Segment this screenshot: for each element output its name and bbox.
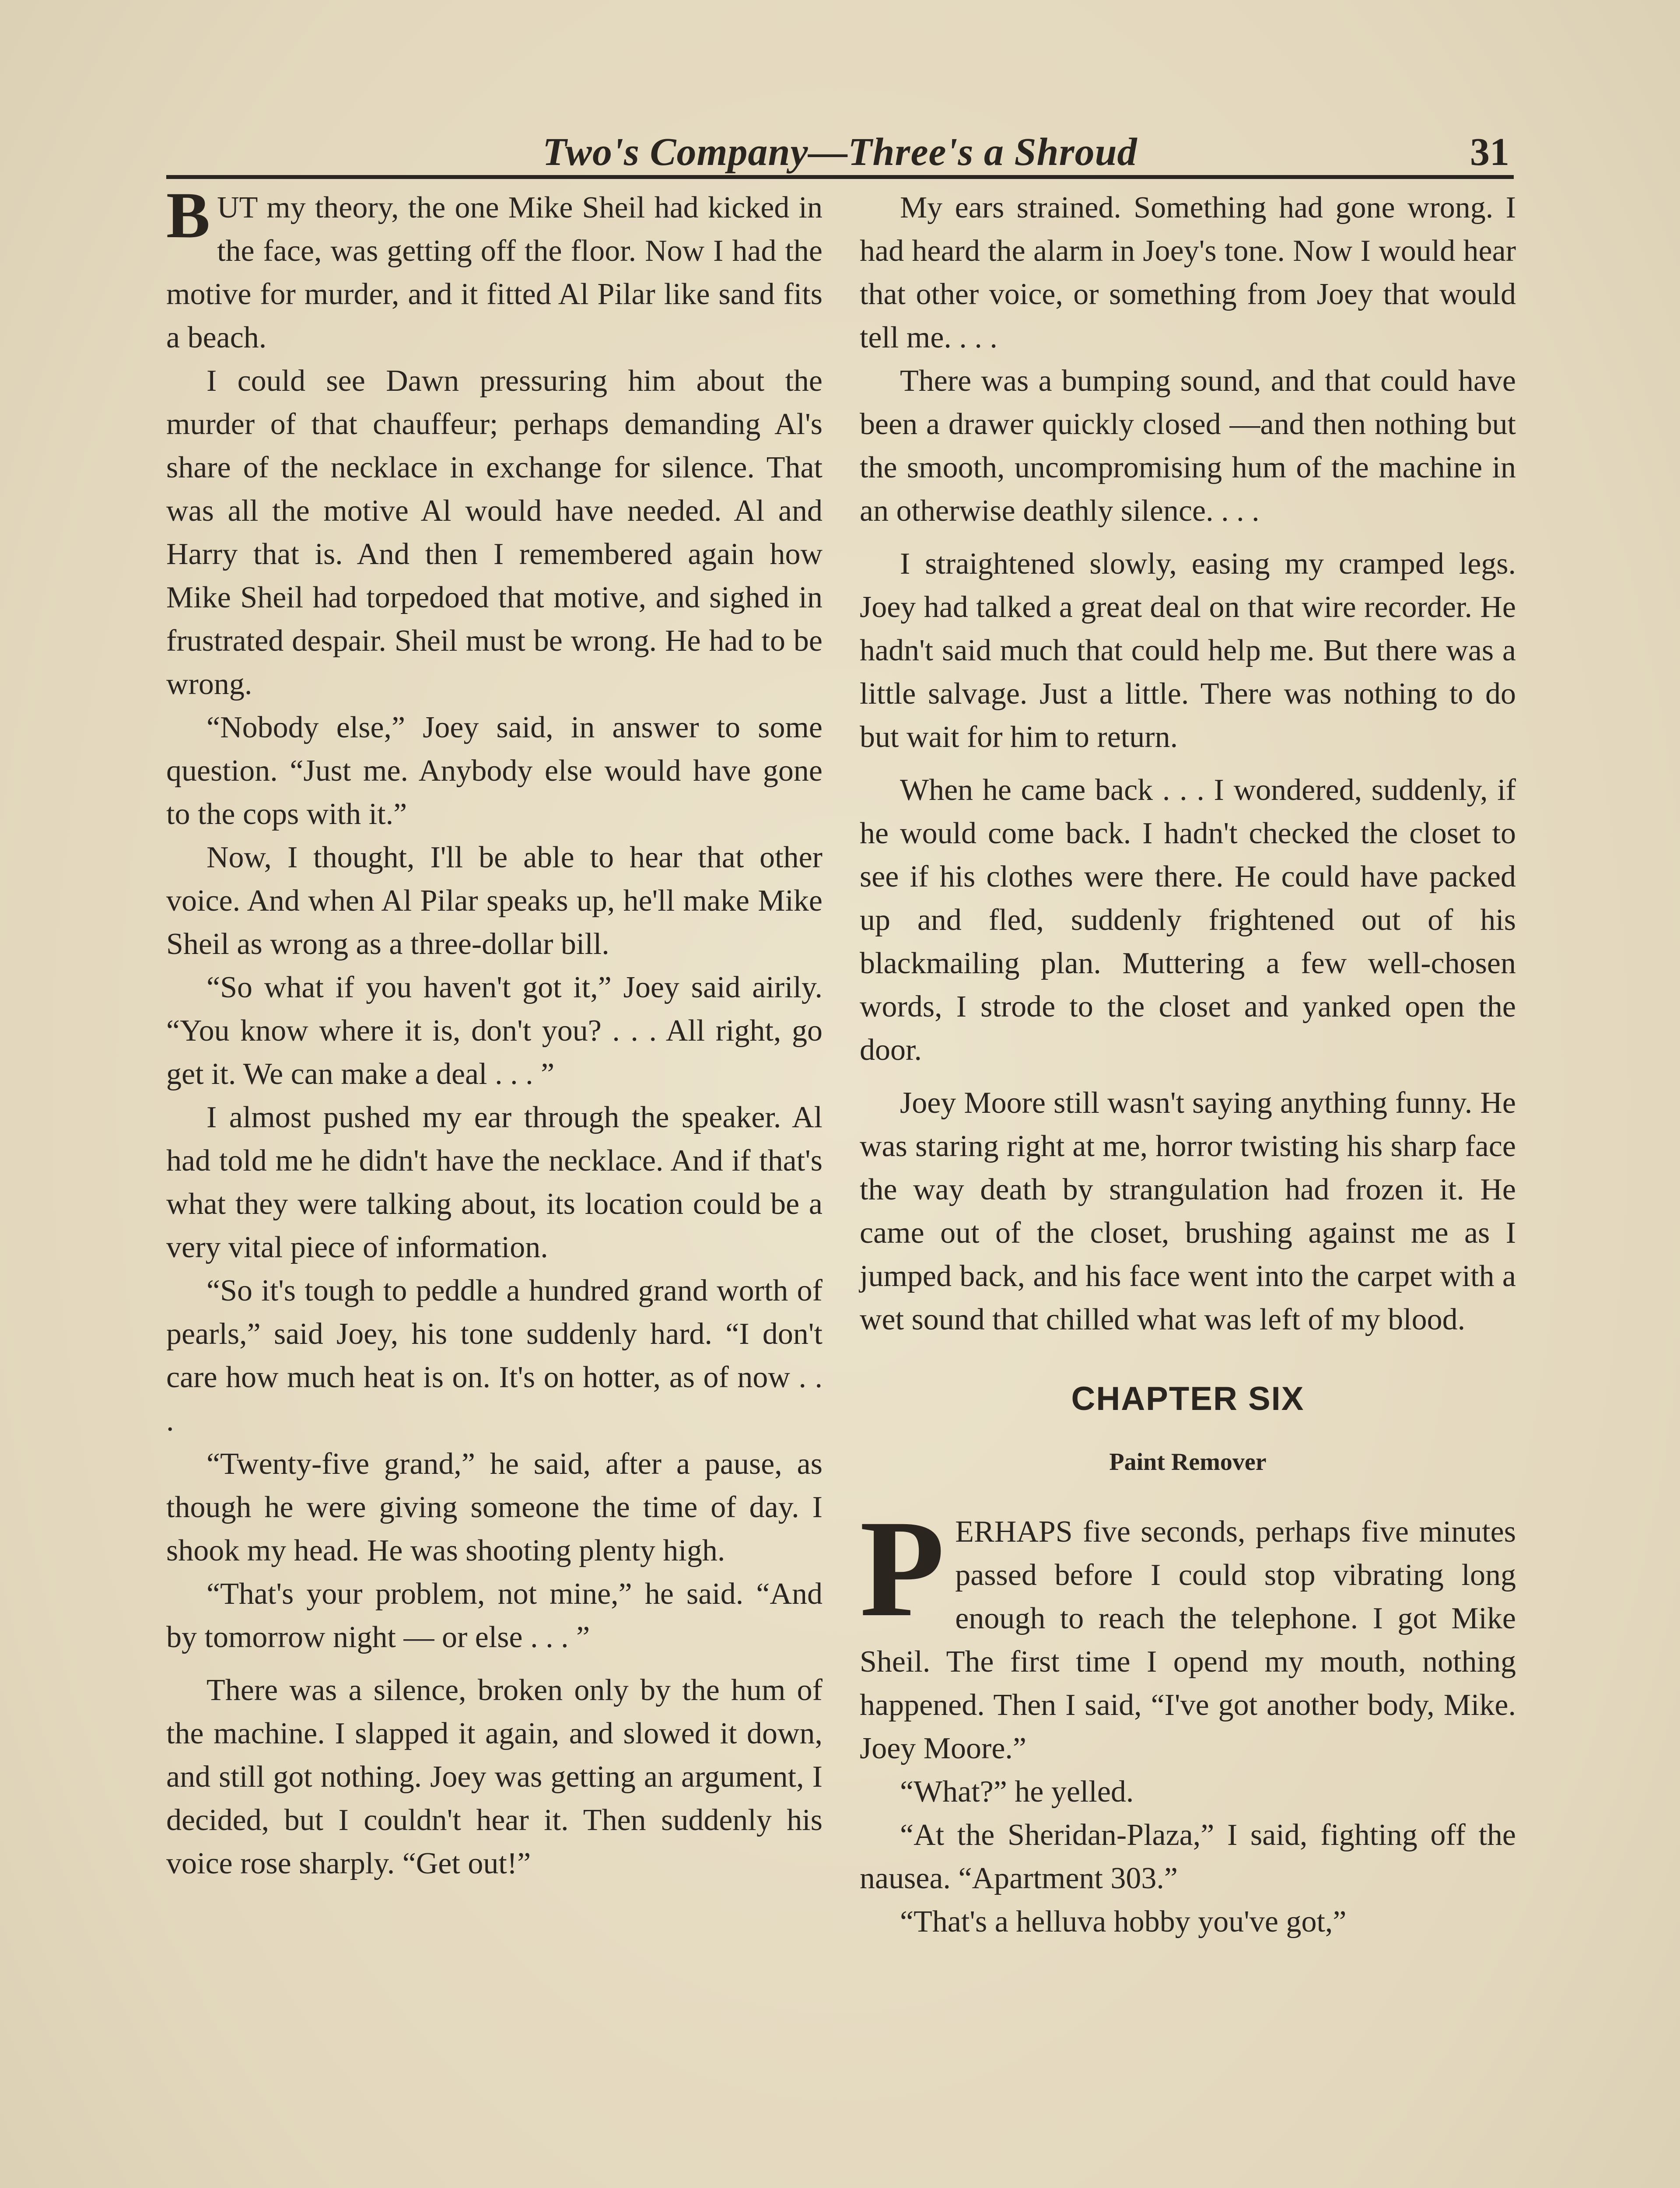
chapter-heading: CHAPTER SIX: [1071, 1380, 1305, 1417]
paragraph: There was a bumping sound, and that could have been a drawer quickly closed —and then nothing but the smooth, uncompromising hum of the machine in an otherwise deathly silence. . . .: [860, 364, 1516, 528]
running-title: Two's Company—Three's a Shroud: [542, 130, 1138, 174]
left-column: [166, 179, 822, 1885]
paragraph: “So it's tough to peddle a hundred grand worth of pearls,” said Joey, his tone suddenly hard. “I don't care how much heat is on. It's on hotter, as of now . . .: [166, 1274, 822, 1438]
paragraph: “What?” he yelled.: [900, 1775, 1134, 1809]
paragraph-text: ERHAPS five seconds, perhaps five minutes passed before I could stop vibrating long enough to reach the telephone. I got Mike Sheil. The first time I opend my mouth, nothing happened. Then I said, “I've got another body, Mike. Joey Moore.”: [860, 1515, 1516, 1765]
paragraph: “So what if you haven't got it,” Joey said airily. “You know where it is, don't you? . . . All right, go get it. We can make a deal . . . ”: [166, 971, 822, 1091]
drop-cap: P: [860, 1491, 945, 1645]
paragraph: “At the Sheridan-Plaza,” I said, fighting off the nausea. “Apartment 303.”: [860, 1818, 1516, 1895]
paragraph: Joey Moore still wasn't saying anything funny. He was staring right at me, horror twisting his sharp face the way death by strangulation had frozen it. He came out of the closet, brushing against me as I jumped back, and his face went into the carpet with a wet sound that chilled what was left of my blood.: [860, 1086, 1516, 1336]
paragraph: [860, 1491, 1516, 1770]
chapter-subtitle: Paint Remover: [1109, 1448, 1267, 1476]
paragraph: My ears strained. Something had gone wrong. I had heard the alarm in Joey's tone. Now I would hear that other voice, or something from Joey that would tell me. . . .: [860, 191, 1516, 354]
page-number: 31: [1470, 130, 1509, 174]
paragraph: “Twenty-five grand,” he said, after a pause, as though he were giving someone the time of day. I shook my head. He was shooting plenty high.: [166, 1447, 822, 1567]
drop-cap: B: [166, 179, 210, 252]
right-column: [860, 186, 1516, 1943]
paragraph: I almost pushed my ear through the speaker. Al had told me he didn't have the necklace. And if that's what they were talking about, its location could be a very vital piece of information.: [166, 1101, 822, 1264]
paragraph: I straightened slowly, easing my cramped legs. Joey had talked a great deal on that wire recorder. He hadn't said much that could help me. But there was a little salvage. Just a little. There was nothing to do but wait for him to return.: [860, 547, 1516, 754]
paragraph-text: UT my theory, the one Mike Sheil had kicked in the face, was getting off the floor. Now I had the motive for murder, and it fitted Al Pilar like sand fits a beach.: [166, 191, 822, 354]
paragraph: There was a silence, broken only by the hum of the machine. I slapped it again, and slowed it down, and still got nothing. Joey was getting an argument, I decided, but I couldn't hear it. Then suddenly his voice rose sharply. “Get out!”: [166, 1673, 822, 1880]
paragraph: “That's a helluva hobby you've got,”: [900, 1905, 1347, 1939]
paragraph: [166, 179, 822, 359]
paragraph: When he came back . . . I wondered, suddenly, if he would come back. I hadn't checked the closet to see if his clothes were there. He could have packed up and fled, suddenly frightened out of his blackmailing plan. Muttering a few well-chosen words, I strode to the closet and yanked open the door.: [860, 773, 1516, 1067]
paragraph: I could see Dawn pressuring him about the murder of that chauffeur; perhaps demanding Al's share of the necklace in exchange for silence. That was all the motive Al would have needed. Al and Harry that is. And then I remembered again how Mike Sheil had torpedoed that motive, and sighed in frustrated despair. Sheil must be wrong. He had to be wrong.: [166, 364, 822, 701]
paragraph: “Nobody else,” Joey said, in answer to some question. “Just me. Anybody else would have gone to the cops with it.”: [166, 711, 822, 831]
paragraph: Now, I thought, I'll be able to hear that other voice. And when Al Pilar speaks up, he'll make Mike Sheil as wrong as a three-dollar bill.: [166, 841, 822, 961]
paragraph: “That's your problem, not mine,” he said. “And by tomorrow night — or else . . . ”: [166, 1577, 822, 1654]
running-header: [166, 123, 1514, 179]
